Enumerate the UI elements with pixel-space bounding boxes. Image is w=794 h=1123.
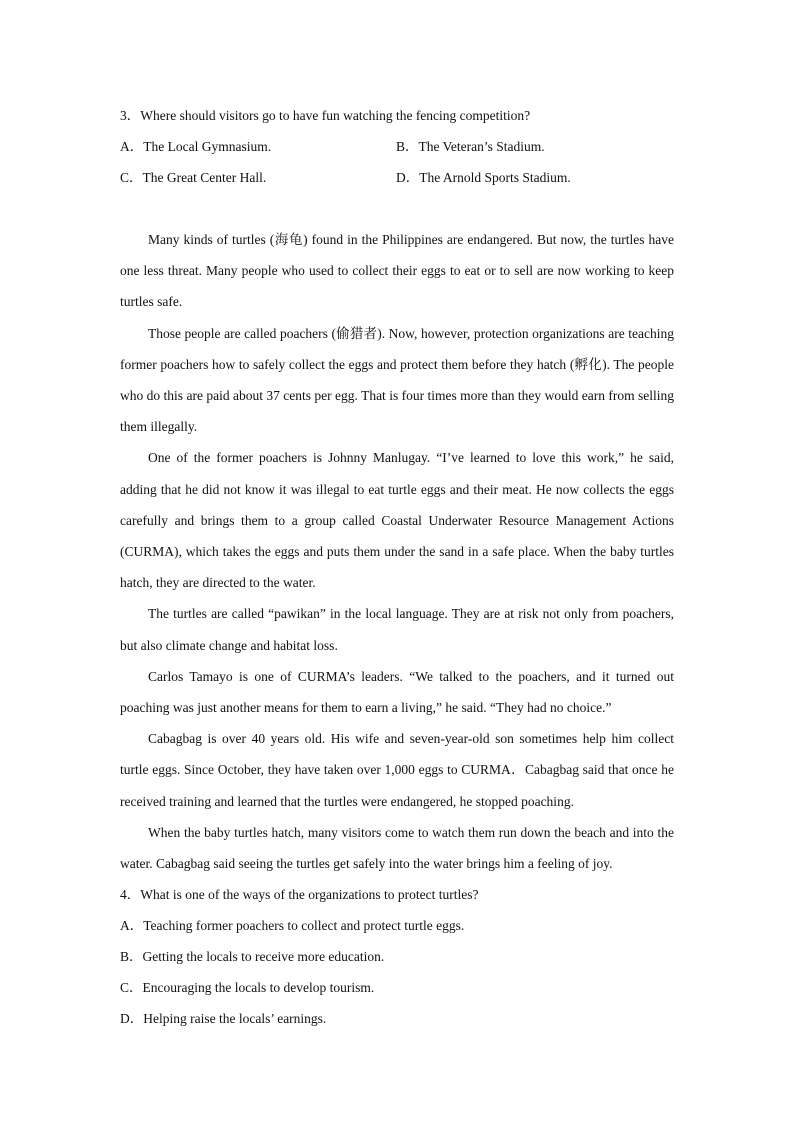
question-4-option-c: C．Encouraging the locals to develop tourism. (120, 980, 375, 996)
section-gap (120, 193, 674, 224)
question-4-stem: 4．What is one of the ways of the organizations to protect turtles? (120, 887, 479, 903)
passage-paragraph-5: Carlos Tamayo is one of CURMA’s leaders. “We talked to the poachers, and it turned out poaching was just another means for them to earn a living,” he said. “They had no choice.” (120, 668, 674, 716)
question-3-option-c: C．The Great Center Hall. (120, 170, 267, 185)
question-4-option-b: B．Getting the locals to receive more education. (120, 949, 385, 965)
passage-paragraph-4: The turtles are called “pawikan” in the local language. They are at risk not only from poachers, but also climate change and habitat loss. (120, 606, 674, 653)
question-3-stem: 3．Where should visitors go to have fun watching the fencing competition? (120, 108, 531, 123)
passage-paragraph-3: One of the former poachers is Johnny Manlugay. “I’ve learned to love this work,” he said, adding that he did not know it was illegal to eat turtle eggs and their meat. He now collects the eggs carefully and brings them to a group called Coastal Underwater Resource Management Actions (CURMA), which takes the eggs and puts them under the sand in a safe place. When the baby turtles hatch, they are directed to the water. (120, 450, 674, 591)
passage-paragraph-2: Those people are called poachers (偷猎者). Now, however, protection organizations are teaching former poachers how to safely collect the eggs and protect them before they hatch (孵化). The people who do this are paid about 37 cents per egg. That is four times more than they would earn from selling them illegally. (120, 325, 674, 435)
passage-paragraph-7: When the baby turtles hatch, many visitors come to watch them run down the beach and into the water. Cabagbag said seeing the turtles get safely into the water brings him a feeling of joy. (120, 824, 674, 872)
question-4-option-a: A．Teaching former poachers to collect and protect turtle eggs. (120, 918, 465, 934)
reading-passage (120, 224, 674, 879)
question-3-options-row-2 (120, 162, 674, 193)
question-3-option-a: A．The Local Gymnasium. (120, 139, 272, 154)
document-page (120, 100, 674, 1034)
question-3-option-b: B．The Veteran’s Stadium. (396, 139, 545, 154)
passage-paragraph-1: Many kinds of turtles (海龟) found in the Philippines are endangered. But now, the turtles have one less threat. Many people who used to collect their eggs to eat or to sell are now working to keep turtles safe. (120, 232, 674, 310)
passage-paragraph-6: Cabagbag is over 40 years old. His wife and seven-year-old son sometimes help him collect turtle eggs. Since October, they have taken over 1,000 eggs to CURMA．Cabagbag said that once he received training and learned that the turtles were endangered, he stopped poaching. (120, 731, 674, 809)
question-3-option-d: D．The Arnold Sports Stadium. (396, 170, 571, 185)
question-3-options-row-1 (120, 131, 674, 162)
question-4-option-d: D．Helping raise the locals’ earnings. (120, 1011, 327, 1027)
